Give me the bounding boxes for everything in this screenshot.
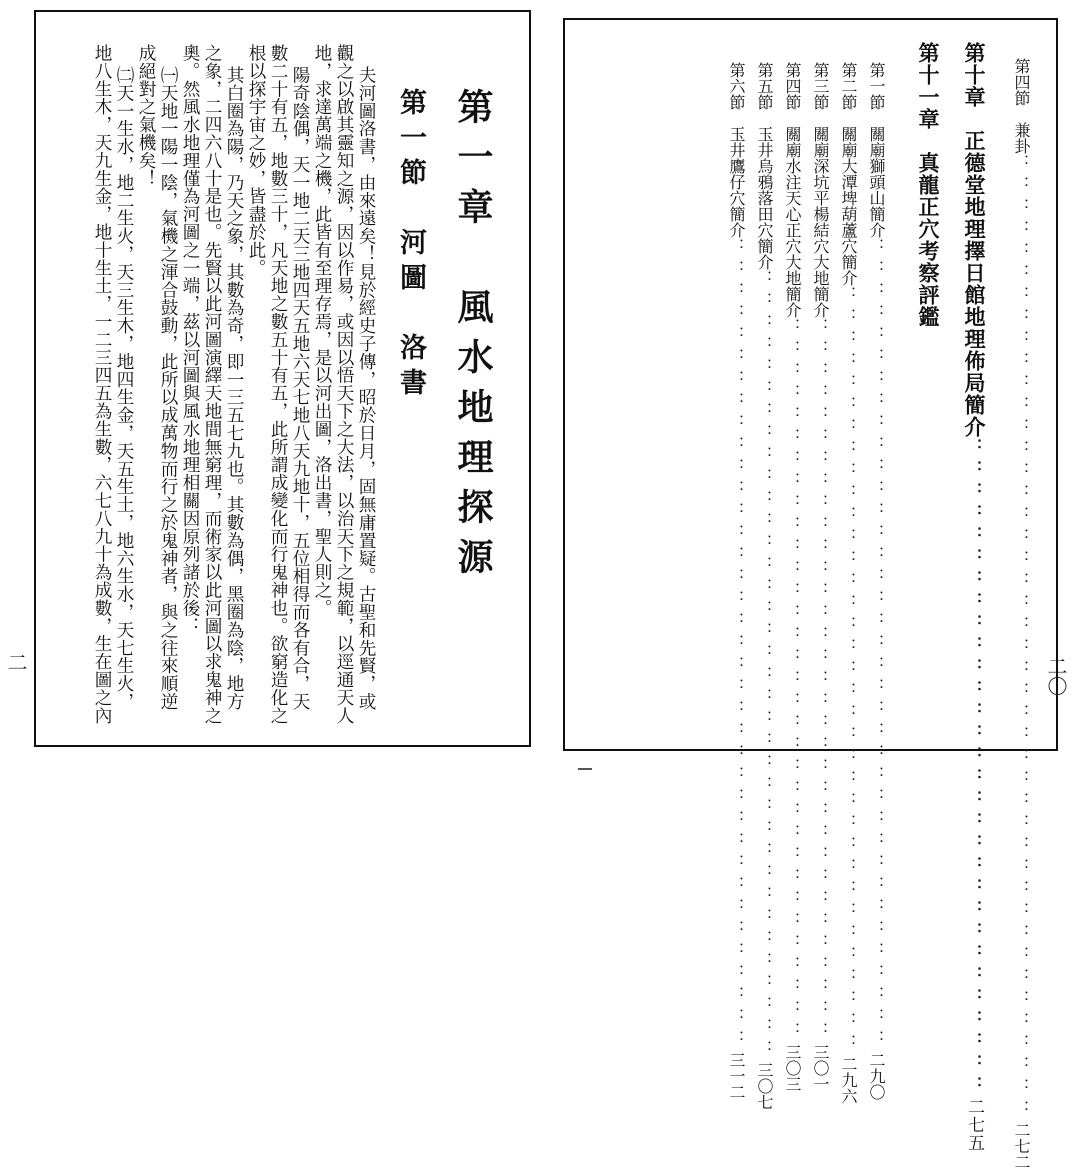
- left-page-number: 二: [4, 652, 28, 672]
- toc-leader: ：：：：：：：：：：：：：：：：：：：：：：：：：：：：：：：：：：：：：: [867, 238, 886, 1052]
- toc-page: 三〇三: [783, 1044, 802, 1092]
- toc-entry[interactable]: [754, 62, 774, 1110]
- toc-label: 第四節 兼卦: [1012, 58, 1031, 154]
- right-page-number: 二〇: [1044, 656, 1068, 696]
- toc-leader: ：：：：：：：：：：：：：：：：：：：：：：：：：：：：：：：：：: [811, 318, 830, 1044]
- toc-leader: ：：：：：：：：：：：：：：：：：：：：：：：：：：：：：：：：：：：：：: [727, 238, 746, 1052]
- toc-label: 第三節 關廟深坑平楊結穴大地簡介: [811, 62, 830, 318]
- toc-entry[interactable]: [838, 62, 858, 1104]
- body-column: 夫河圖洛書，由來遠矣！見於經史子傳，昭於日月，固無庸置疑。古聖和先賢，或: [356, 66, 376, 711]
- toc-leader: ：：：：：：：：：：：：：：：：：：：：：：：：：：：：：：: [965, 438, 984, 1098]
- toc-entry[interactable]: [782, 62, 802, 1092]
- toc-page: 三一二: [727, 1052, 746, 1100]
- toc-page: 三〇一: [811, 1044, 830, 1092]
- toc-leader: ：：：：：：：：：：：：：：：：：：：：：：：：：：：：：：：：：：：：：：：：：：：：: [1012, 154, 1031, 1122]
- toc-page: 二七五: [964, 1098, 984, 1152]
- toc-label: 第十章 正德堂地理擇日館地理佈局簡介: [962, 42, 986, 438]
- toc-leader: ：：：：：：：：：：：：：：：：：：：：：：：：：：：：：：：：：: [783, 318, 802, 1044]
- toc-entry[interactable]: [918, 42, 938, 362]
- toc-page: 三〇七: [755, 1062, 774, 1110]
- toc-leader: ：：：：：：：：：：：：：：：：：：：：：：：：：：：：：：：：：：：: [839, 286, 858, 1056]
- section-title: 第一節 河圖 洛書: [395, 88, 426, 403]
- toc-page: 二九六: [839, 1056, 858, 1104]
- body-column: ㈡天一生水，地二生火，天三生木，地四生金，天五生土，地六生水，天七生火，: [114, 66, 134, 711]
- toc-entry[interactable]: [810, 62, 830, 1092]
- toc-page: 二七二: [1012, 1122, 1031, 1170]
- body-column: 地，求達萬端之機，此皆有至理存焉，是以河出圖，洛出書，聖人則之。: [312, 44, 332, 617]
- toc-label: 第六節 玉井鷹仔穴簡介: [727, 62, 746, 238]
- toc-entry[interactable]: [1011, 58, 1031, 1170]
- body-column: 觀之以啟其靈知之源，因以作易，或因以悟天下之大法，以治天下之規範，以逕通天人: [334, 44, 354, 725]
- toc-label: 第十一章 真龍正穴考察評鑑: [916, 42, 940, 328]
- body-column: 奧。然風水地理僅為河圖之一端，茲以河圖與風水地理相關因原列諸於後：: [180, 44, 200, 635]
- body-column: 其白圈為陽，乃天之象，其數為奇，即一三五七九也。其數為偶，黑圈為陰，地方: [224, 66, 244, 711]
- toc-entry[interactable]: [726, 62, 746, 1100]
- toc-page: 二九〇: [867, 1052, 886, 1100]
- body-column: 成絕對之氣機矣！: [136, 44, 156, 188]
- body-column: 根以探宇宙之妙，皆盡於此。: [246, 44, 266, 277]
- body-column: 陽奇陰偶，天一地二天三地四天五地六天七地八天九地十，五位相得而各有合，天: [290, 66, 310, 711]
- body-column: ㈠天地一陽一陰，氣機之渾合鼓動，此所以成萬物而行之於鬼神者，與之往來順逆: [158, 66, 178, 711]
- toc-leader: ：：：：：：：：：：：：：：：：：：：：：：：：：：：：：：：：：：：：: [755, 270, 774, 1062]
- chapter-title: 第一章 風水地理探源: [452, 88, 493, 588]
- body-column: 數二十有五，地數三十，凡天地之數五十有五，此所謂成變化而行鬼神也。欲窮造化之: [268, 44, 288, 725]
- toc-label: 第一節 關廟獅頭山簡介: [867, 62, 886, 238]
- toc-label: 第二節 關廟大潭埤葫蘆穴簡介: [839, 62, 858, 286]
- toc-label: 第五節 玉井烏鴉落田穴簡介: [755, 62, 774, 270]
- toc-entry[interactable]: [962, 42, 986, 1152]
- toc-label: 第四節 關廟水注天心正穴大地簡介: [783, 62, 802, 318]
- toc-entry[interactable]: [866, 62, 886, 1100]
- body-column: 之象，二四六八十是也。先賢以此河圖演繹天地間無窮理，而術家以此河圖以求鬼神之: [202, 44, 222, 725]
- scan-artifact: [578, 768, 592, 770]
- body-column: 地八生木，天九生金，地十生土，一二三四五為生數，六七八九十為成數，生在圖之內: [92, 44, 112, 725]
